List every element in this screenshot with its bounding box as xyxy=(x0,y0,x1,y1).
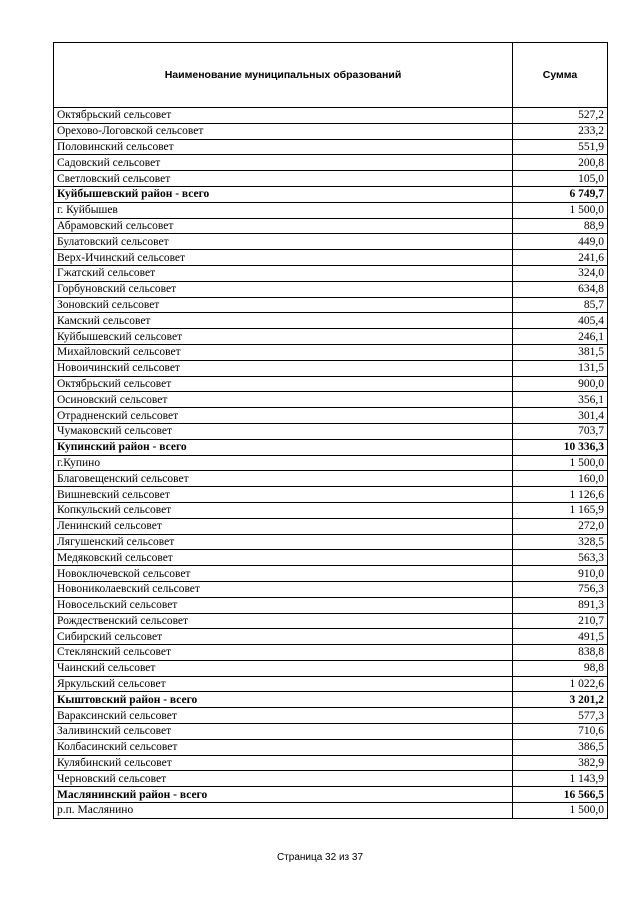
amount-cell: 16 566,5 xyxy=(513,787,608,803)
district-total-row xyxy=(54,787,608,803)
amount-cell: 1 165,9 xyxy=(513,502,608,518)
table-row xyxy=(54,360,608,376)
table-row xyxy=(54,629,608,645)
table-row xyxy=(54,108,608,124)
municipality-name-cell: р.п. Маслянино xyxy=(54,803,513,819)
column-header-name: Наименование муниципальных образований xyxy=(54,43,513,108)
amount-cell: 891,3 xyxy=(513,597,608,613)
municipality-name-cell: Новониколаевский сельсовет xyxy=(54,581,513,597)
district-total-row xyxy=(54,439,608,455)
amount-cell: 88,9 xyxy=(513,218,608,234)
amount-cell: 634,8 xyxy=(513,281,608,297)
municipality-name-cell: Лягушенский сельсовет xyxy=(54,534,513,550)
amount-cell: 703,7 xyxy=(513,423,608,439)
district-total-row xyxy=(54,692,608,708)
table-body xyxy=(54,108,608,819)
municipality-name-cell: Копкульский сельсовет xyxy=(54,502,513,518)
column-header-sum: Сумма xyxy=(513,43,608,108)
municipality-name-cell: Чаинский сельсовет xyxy=(54,660,513,676)
table-row xyxy=(54,550,608,566)
table-row xyxy=(54,613,608,629)
municipality-name-cell: Куйбышевский район - всего xyxy=(54,186,513,202)
table-row xyxy=(54,487,608,503)
municipality-name-cell: Садовский сельсовет xyxy=(54,155,513,171)
table-row xyxy=(54,597,608,613)
municipality-name-cell: Светловский сельсовет xyxy=(54,171,513,187)
municipality-name-cell: Отрадненский сельсовет xyxy=(54,408,513,424)
municipality-name-cell: Орехово-Логовской сельсовет xyxy=(54,123,513,139)
municipality-name-cell: Заливинский сельсовет xyxy=(54,724,513,740)
municipality-name-cell: Октябрьский сельсовет xyxy=(54,376,513,392)
municipality-name-cell: Камский сельсовет xyxy=(54,313,513,329)
amount-cell: 1 500,0 xyxy=(513,455,608,471)
table-row xyxy=(54,123,608,139)
table-row xyxy=(54,139,608,155)
municipality-name-cell: г. Куйбышев xyxy=(54,202,513,218)
municipality-name-cell: Абрамовский сельсовет xyxy=(54,218,513,234)
table-row xyxy=(54,281,608,297)
table-row xyxy=(54,771,608,787)
municipality-name-cell: Половинский сельсовет xyxy=(54,139,513,155)
amount-cell: 105,0 xyxy=(513,171,608,187)
amount-cell: 1 143,9 xyxy=(513,771,608,787)
amount-cell: 838,8 xyxy=(513,645,608,661)
municipality-name-cell: Чумаковский сельсовет xyxy=(54,423,513,439)
table-row xyxy=(54,202,608,218)
amount-cell: 1 126,6 xyxy=(513,487,608,503)
municipality-name-cell: Верх-Ичинский сельсовет xyxy=(54,250,513,266)
amount-cell: 449,0 xyxy=(513,234,608,250)
municipality-name-cell: Новосельский сельсовет xyxy=(54,597,513,613)
amount-cell: 85,7 xyxy=(513,297,608,313)
table-row xyxy=(54,676,608,692)
amount-cell: 527,2 xyxy=(513,108,608,124)
municipality-name-cell: Маслянинский район - всего xyxy=(54,787,513,803)
amount-cell: 210,7 xyxy=(513,613,608,629)
table-row xyxy=(54,171,608,187)
amount-cell: 200,8 xyxy=(513,155,608,171)
table-row xyxy=(54,344,608,360)
table-row xyxy=(54,313,608,329)
table-row xyxy=(54,708,608,724)
table-row xyxy=(54,581,608,597)
amount-cell: 1 500,0 xyxy=(513,803,608,819)
table-header-row xyxy=(54,43,608,108)
amount-cell: 1 500,0 xyxy=(513,202,608,218)
amount-cell: 131,5 xyxy=(513,360,608,376)
municipality-name-cell: Куйбышевский сельсовет xyxy=(54,329,513,345)
municipality-name-cell: Колбасинский сельсовет xyxy=(54,739,513,755)
table-row xyxy=(54,376,608,392)
municipality-name-cell: Кулябинский сельсовет xyxy=(54,755,513,771)
municipality-name-cell: г.Купино xyxy=(54,455,513,471)
amount-cell: 491,5 xyxy=(513,629,608,645)
table-row xyxy=(54,534,608,550)
amount-cell: 381,5 xyxy=(513,344,608,360)
table-row xyxy=(54,566,608,582)
amount-cell: 900,0 xyxy=(513,376,608,392)
table-row xyxy=(54,250,608,266)
budget-table xyxy=(53,42,608,819)
amount-cell: 910,0 xyxy=(513,566,608,582)
page-number: Страница 32 из 37 xyxy=(276,852,364,863)
municipality-name-cell: Булатовский сельсовет xyxy=(54,234,513,250)
table-row xyxy=(54,408,608,424)
amount-cell: 301,4 xyxy=(513,408,608,424)
municipality-name-cell: Вараксинский сельсовет xyxy=(54,708,513,724)
municipality-name-cell: Яркульский сельсовет xyxy=(54,676,513,692)
table-row xyxy=(54,455,608,471)
amount-cell: 233,2 xyxy=(513,123,608,139)
table-row xyxy=(54,329,608,345)
municipality-name-cell: Вишневский сельсовет xyxy=(54,487,513,503)
amount-cell: 328,5 xyxy=(513,534,608,550)
amount-cell: 241,6 xyxy=(513,250,608,266)
municipality-name-cell: Кыштовский район - всего xyxy=(54,692,513,708)
table-row xyxy=(54,660,608,676)
amount-cell: 98,8 xyxy=(513,660,608,676)
municipality-name-cell: Стеклянский сельсовет xyxy=(54,645,513,661)
table-row xyxy=(54,724,608,740)
amount-cell: 577,3 xyxy=(513,708,608,724)
municipality-name-cell: Купинский район - всего xyxy=(54,439,513,455)
amount-cell: 3 201,2 xyxy=(513,692,608,708)
municipality-name-cell: Медяковский сельсовет xyxy=(54,550,513,566)
table-row xyxy=(54,471,608,487)
table-row xyxy=(54,423,608,439)
municipality-name-cell: Новоключевской сельсовет xyxy=(54,566,513,582)
amount-cell: 756,3 xyxy=(513,581,608,597)
amount-cell: 405,4 xyxy=(513,313,608,329)
amount-cell: 160,0 xyxy=(513,471,608,487)
amount-cell: 1 022,6 xyxy=(513,676,608,692)
table-row xyxy=(54,502,608,518)
municipality-name-cell: Гжатский сельсовет xyxy=(54,265,513,281)
table-row xyxy=(54,803,608,819)
table-row xyxy=(54,645,608,661)
amount-cell: 386,5 xyxy=(513,739,608,755)
municipality-name-cell: Михайловский сельсовет xyxy=(54,344,513,360)
municipality-name-cell: Зоновский сельсовет xyxy=(54,297,513,313)
district-total-row xyxy=(54,186,608,202)
municipality-name-cell: Новоичинский сельсовет xyxy=(54,360,513,376)
table-row xyxy=(54,265,608,281)
table-row xyxy=(54,297,608,313)
amount-cell: 246,1 xyxy=(513,329,608,345)
amount-cell: 356,1 xyxy=(513,392,608,408)
municipality-name-cell: Октябрьский сельсовет xyxy=(54,108,513,124)
municipality-name-cell: Рождественский сельсовет xyxy=(54,613,513,629)
municipality-name-cell: Сибирский сельсовет xyxy=(54,629,513,645)
amount-cell: 6 749,7 xyxy=(513,186,608,202)
amount-cell: 10 336,3 xyxy=(513,439,608,455)
table-row xyxy=(54,155,608,171)
table-row xyxy=(54,518,608,534)
amount-cell: 272,0 xyxy=(513,518,608,534)
amount-cell: 563,3 xyxy=(513,550,608,566)
table-row xyxy=(54,755,608,771)
table-row xyxy=(54,218,608,234)
amount-cell: 382,9 xyxy=(513,755,608,771)
amount-cell: 710,6 xyxy=(513,724,608,740)
municipality-name-cell: Ленинский сельсовет xyxy=(54,518,513,534)
table-row xyxy=(54,739,608,755)
table-row xyxy=(54,234,608,250)
amount-cell: 324,0 xyxy=(513,265,608,281)
municipality-name-cell: Горбуновский сельсовет xyxy=(54,281,513,297)
amount-cell: 551,9 xyxy=(513,139,608,155)
municipality-name-cell: Черновский сельсовет xyxy=(54,771,513,787)
municipality-name-cell: Осиновский сельсовет xyxy=(54,392,513,408)
table-row xyxy=(54,392,608,408)
municipality-name-cell: Благовещенский сельсовет xyxy=(54,471,513,487)
